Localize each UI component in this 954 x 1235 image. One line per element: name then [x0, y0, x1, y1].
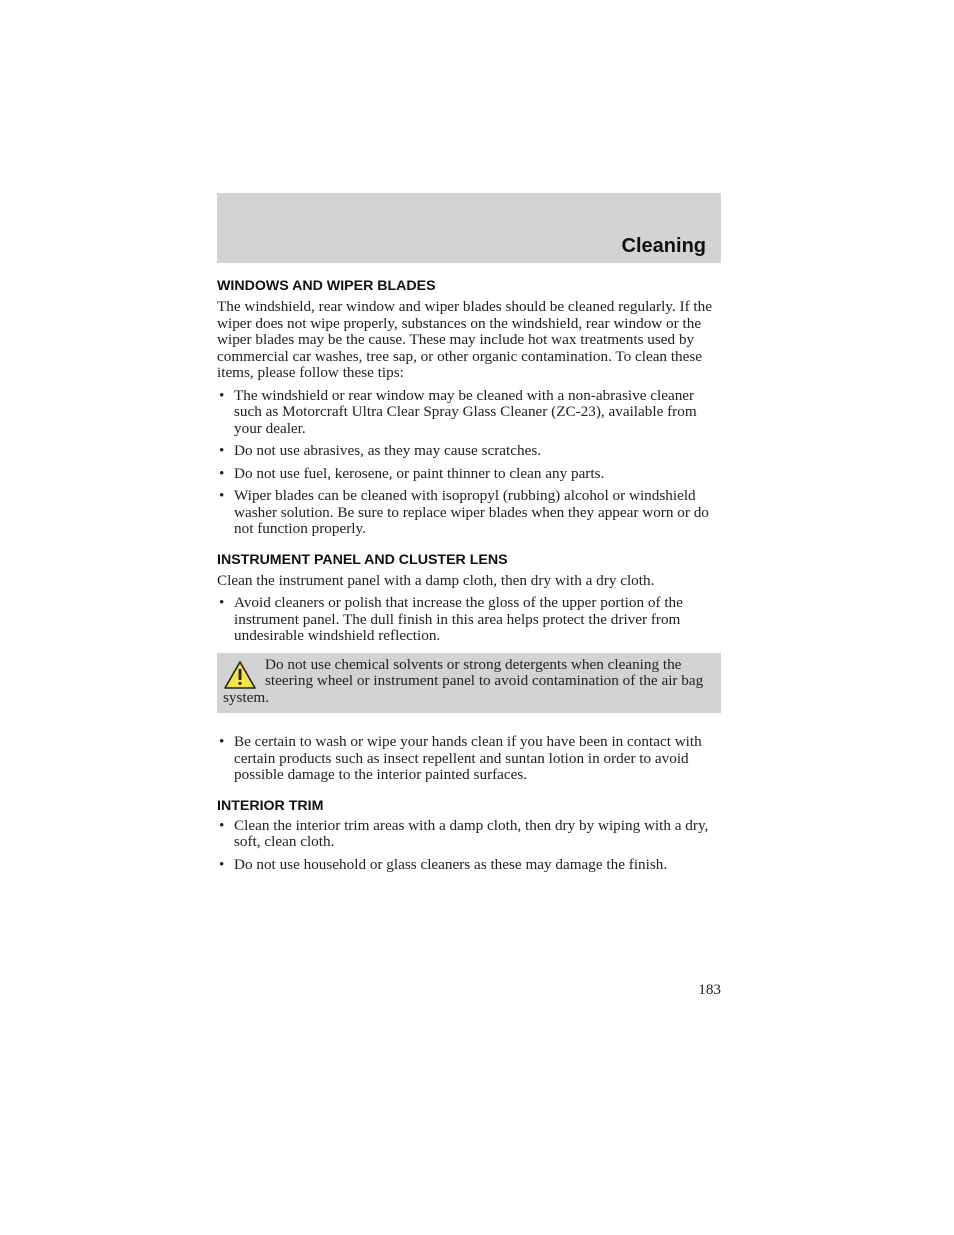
windows-intro: The windshield, rear window and wiper blades should be cleaned regularly. If the wiper does not wipe properly, substances on the windshield, rear window or the wiper blades may be the cause. These may include hot wax treatments used by commercial car washes, tree sap, or other organic contamination. To clean these items, please follow these tips: [217, 298, 712, 381]
warning-box [217, 653, 721, 714]
list-item: • Wiper blades can be cleaned with isopropyl (rubbing) alcohol or windshield washer solution. Be sure to replace wiper blades when they appear worn or do not function properly. [217, 488, 721, 538]
section-header-band [217, 193, 721, 263]
list-item: • The windshield or rear window may be cleaned with a non-abrasive cleaner such as Motorcraft Ultra Clear Spray Glass Cleaner (ZC-23), available from your dealer. [217, 388, 721, 438]
list-item: • Do not use fuel, kerosene, or paint thinner to clean any parts. [217, 466, 721, 483]
manual-page [217, 193, 721, 873]
section-title: Cleaning [621, 235, 706, 257]
list-item: • Do not use abrasives, as they may cause scratches. [217, 443, 721, 460]
heading-windows: WINDOWS AND WIPER BLADES [217, 278, 436, 294]
trim-bullet-list [217, 818, 721, 874]
warning-text: Do not use chemical solvents or strong detergents when cleaning the steering wheel or instrument panel to avoid contamination of the air bag system. [223, 655, 704, 706]
instrument-intro: Clean the instrument panel with a damp cloth, then dry with a dry cloth. [217, 571, 655, 589]
instrument-bullet-list-after [217, 734, 721, 784]
list-item: • Be certain to wash or wipe your hands clean if you have been in contact with certain products such as insect repellent and suntan lotion in order to avoid possible damage to the interior painted surfaces. [217, 734, 721, 784]
list-item: • Clean the interior trim areas with a damp cloth, then dry by wiping with a dry, soft, clean cloth. [217, 818, 721, 851]
windows-bullet-list [217, 388, 721, 538]
page-content [217, 277, 721, 873]
instrument-bullet-list [217, 595, 721, 645]
heading-instrument-panel: INSTRUMENT PANEL AND CLUSTER LENS [217, 551, 508, 568]
heading-interior-trim: INTERIOR TRIM [217, 797, 324, 814]
warning-triangle-icon [223, 660, 257, 690]
page-number: 183 [698, 981, 721, 998]
list-item: • Avoid cleaners or polish that increase the gloss of the upper portion of the instrument panel. The dull finish in this area helps protect the driver from undesirable windshield reflection. [217, 595, 721, 645]
list-item: • Do not use household or glass cleaners as these may damage the finish. [217, 857, 721, 874]
